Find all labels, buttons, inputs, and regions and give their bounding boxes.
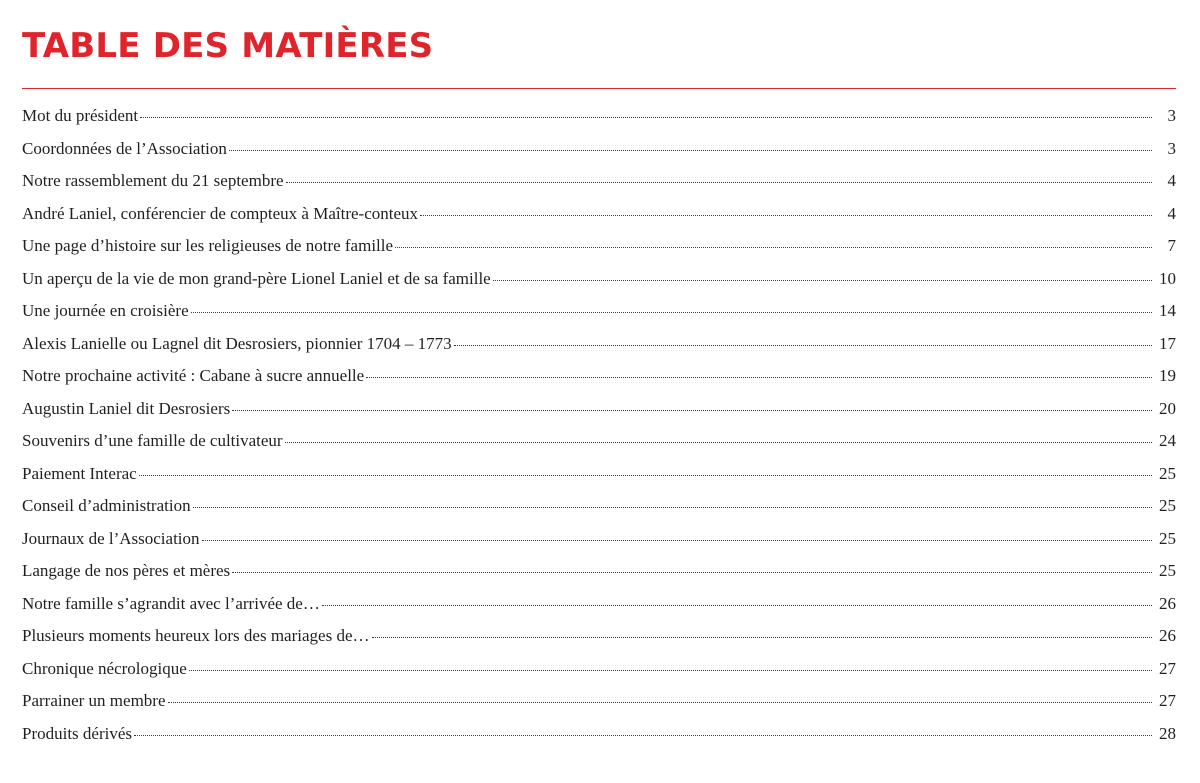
page-title: TABLE DES MATIÈRES — [22, 26, 434, 66]
toc-entry-page: 4 — [1167, 171, 1176, 190]
dot-leader — [366, 377, 1152, 378]
toc-entry-label: André Laniel, conférencier de compteux à Maître-conteux — [22, 203, 419, 223]
toc-entry-page: 28 — [1159, 723, 1176, 743]
dot-leader — [232, 572, 1152, 573]
toc-entry-page: 3 — [1167, 106, 1176, 125]
toc-entry-page: 26 — [1159, 593, 1176, 613]
dot-leader — [168, 702, 1153, 703]
toc-entry-page: 24 — [1159, 431, 1176, 450]
toc-entry-label: Parrainer un membre — [22, 691, 166, 710]
toc-entry-page: 27 — [1159, 691, 1176, 710]
toc-entry-page: 20 — [1159, 398, 1176, 418]
toc-entry[interactable] — [22, 659, 1176, 692]
toc-entry-label: Notre prochaine activité : Cabane à sucre annuelle — [22, 366, 365, 385]
toc-entry-label: Un aperçu de la vie de mon grand-père Lionel Laniel et de sa famille — [22, 268, 491, 288]
toc-entry-label: Une journée en croisière — [22, 301, 189, 320]
toc-entry-label: Paiement Interac — [22, 463, 137, 483]
dot-leader — [232, 410, 1152, 411]
toc-entry[interactable] — [22, 399, 1176, 432]
toc-entry-label: Notre rassemblement du 21 septembre — [22, 171, 284, 190]
toc-entry[interactable] — [22, 269, 1176, 302]
dot-leader — [140, 117, 1152, 118]
toc-entry-label: Langage de nos pères et mères — [22, 561, 231, 580]
toc-entry-page: 4 — [1167, 203, 1176, 223]
dot-leader — [189, 670, 1152, 671]
toc-entry-page: 25 — [1159, 463, 1176, 483]
toc-entry[interactable] — [22, 366, 1176, 399]
dot-leader — [139, 475, 1152, 476]
toc-entry-label: Chronique nécrologique — [22, 658, 187, 678]
dot-leader — [454, 345, 1152, 346]
toc-entry[interactable] — [22, 236, 1176, 269]
dot-leader — [193, 507, 1152, 508]
toc-entry[interactable] — [22, 529, 1176, 562]
toc-entry[interactable] — [22, 171, 1176, 204]
toc-entry-page: 10 — [1159, 268, 1176, 288]
toc-entry-label: Journaux de l’Association — [22, 528, 200, 548]
toc-entry-page: 27 — [1159, 658, 1176, 678]
toc-entry[interactable] — [22, 139, 1176, 172]
toc-entry-page: 26 — [1159, 626, 1176, 645]
toc-entry-label: Une page d’histoire sur les religieuses de notre famille — [22, 236, 394, 255]
toc-entry-label: Coordonnées de l’Association — [22, 138, 227, 158]
toc-entry[interactable] — [22, 626, 1176, 659]
toc-entry[interactable] — [22, 464, 1176, 497]
toc-entry-label: Notre famille s’agrandit avec l’arrivée de… — [22, 593, 320, 613]
dot-leader — [229, 150, 1152, 151]
toc-entry-page: 3 — [1167, 138, 1176, 158]
toc-list — [22, 89, 1176, 756]
dot-leader — [134, 735, 1152, 736]
toc-entry-page: 25 — [1159, 561, 1176, 580]
toc-entry[interactable] — [22, 334, 1176, 367]
toc-entry-label: Plusieurs moments heureux lors des mariages de… — [22, 626, 370, 645]
toc-entry-label: Souvenirs d’une famille de cultivateur — [22, 431, 283, 450]
dot-leader — [322, 605, 1152, 606]
toc-entry-label: Augustin Laniel dit Desrosiers — [22, 398, 231, 418]
toc-entry[interactable] — [22, 691, 1176, 724]
toc-entry-page: 25 — [1159, 528, 1176, 548]
dot-leader — [286, 182, 1152, 183]
toc-entry-label: Conseil d’administration — [22, 496, 191, 515]
dot-leader — [493, 280, 1152, 281]
toc-entry[interactable] — [22, 724, 1176, 757]
toc-entry[interactable] — [22, 204, 1176, 237]
toc-entry[interactable] — [22, 106, 1176, 139]
toc-entry-page: 19 — [1159, 366, 1176, 385]
toc-entry[interactable] — [22, 301, 1176, 334]
toc-entry-page: 25 — [1159, 496, 1176, 515]
toc-entry[interactable] — [22, 496, 1176, 529]
dot-leader — [202, 540, 1152, 541]
dot-leader — [372, 637, 1153, 638]
toc-entry[interactable] — [22, 561, 1176, 594]
dot-leader — [191, 312, 1152, 313]
toc-entry-page: 7 — [1167, 236, 1176, 255]
dot-leader — [395, 247, 1152, 248]
toc-entry[interactable] — [22, 431, 1176, 464]
toc-entry-page: 17 — [1159, 333, 1176, 353]
toc-entry-page: 14 — [1159, 301, 1176, 320]
dot-leader — [285, 442, 1152, 443]
toc-entry-label: Mot du président — [22, 106, 139, 125]
toc-entry[interactable] — [22, 594, 1176, 627]
dot-leader — [420, 215, 1152, 216]
toc-entry-label: Produits dérivés — [22, 723, 133, 743]
toc-entry-label: Alexis Lanielle ou Lagnel dit Desrosiers, pionnier 1704 – 1773 — [22, 333, 452, 353]
